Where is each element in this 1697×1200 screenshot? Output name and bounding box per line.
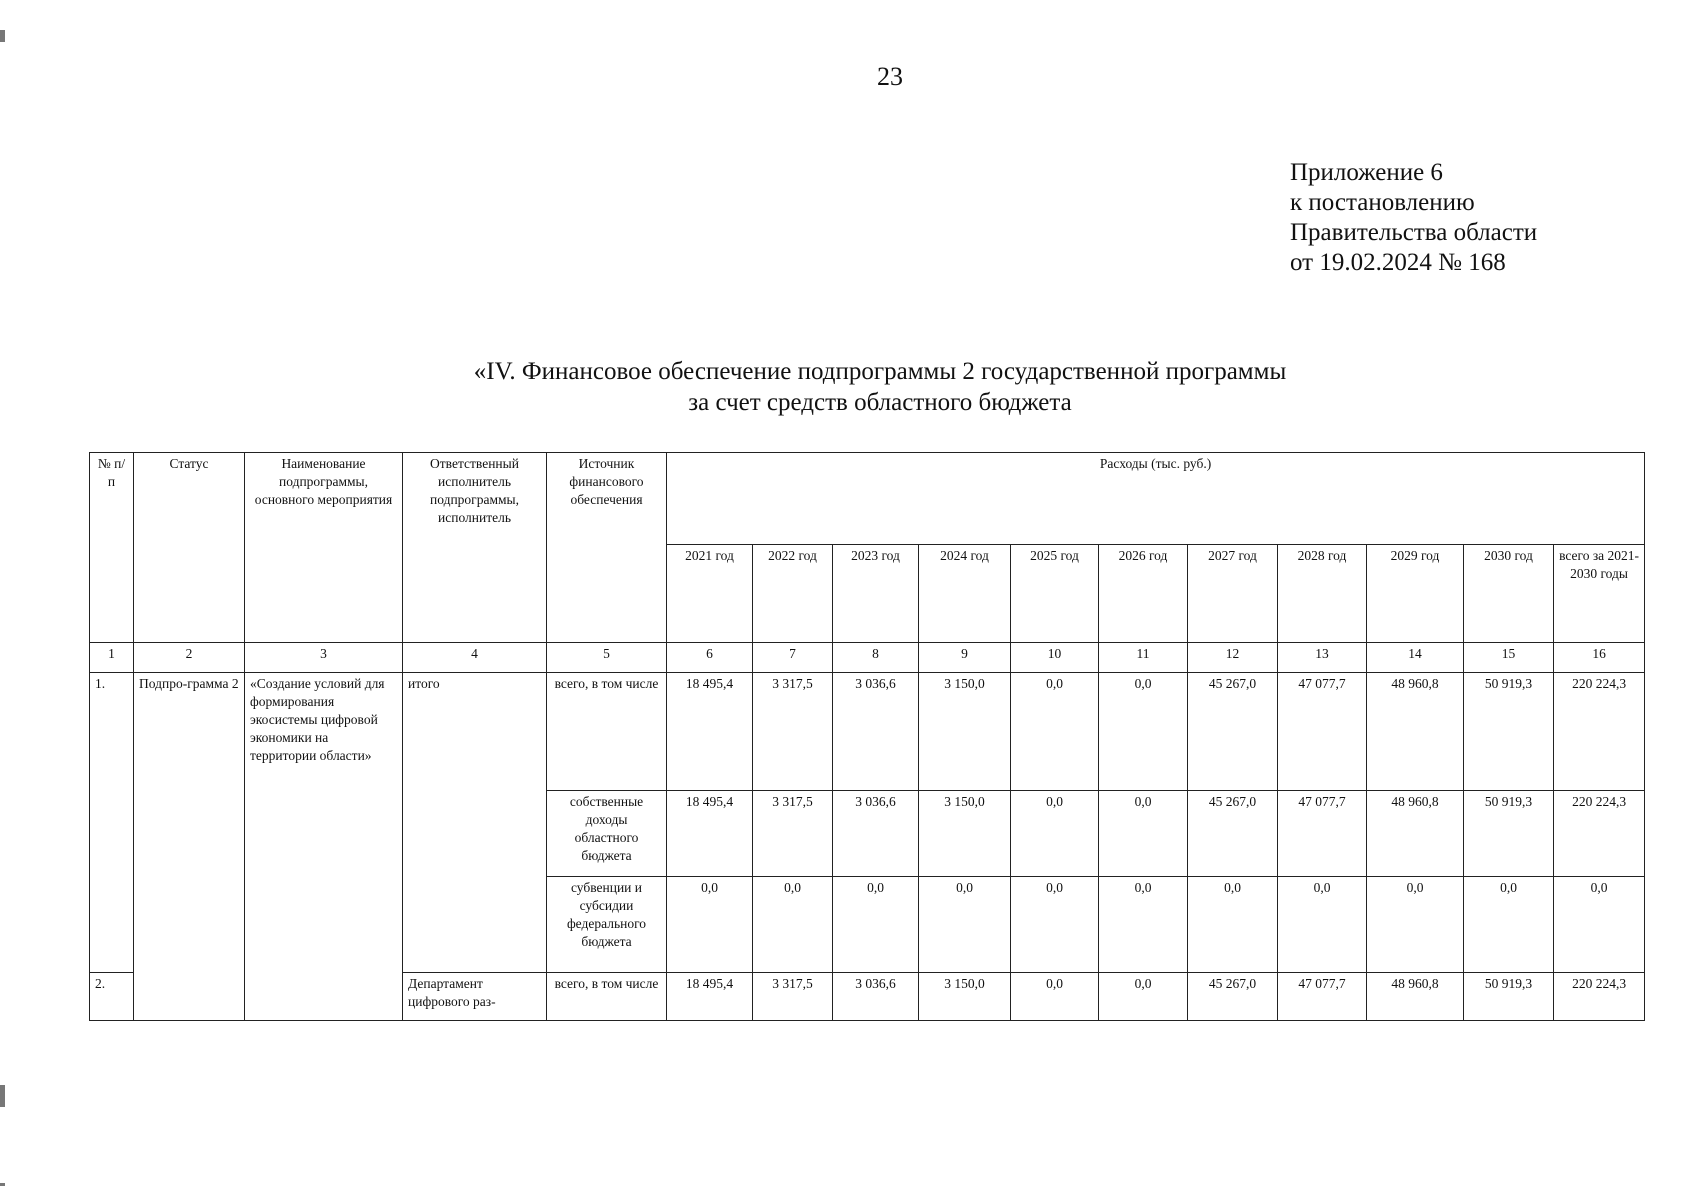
value-cell: 220 224,3 <box>1554 973 1645 1021</box>
value-cell: 45 267,0 <box>1188 673 1278 791</box>
page-number: 23 <box>877 62 903 91</box>
header-row <box>90 453 1645 545</box>
scan-edge-mark <box>0 1183 5 1186</box>
header-year: 2026 год <box>1099 545 1188 643</box>
row-source: всего, в том числе <box>547 673 667 791</box>
column-number: 12 <box>1188 643 1278 673</box>
column-number: 2 <box>134 643 245 673</box>
value-cell: 50 919,3 <box>1464 973 1554 1021</box>
title-line: «IV. Финансовое обеспечение подпрограммы 2 государственной программы <box>473 358 1287 385</box>
row-num: 2. <box>90 973 134 1021</box>
appendix-line: от 19.02.2024 № 168 <box>1290 249 1506 276</box>
table-row <box>90 673 1645 791</box>
header-status: Статус <box>134 453 245 643</box>
value-cell: 3 317,5 <box>753 673 833 791</box>
value-cell: 47 077,7 <box>1278 791 1367 877</box>
appendix-line: Правительства области <box>1290 219 1538 246</box>
column-number: 16 <box>1554 643 1645 673</box>
header-expenses: Расходы (тыс. руб.) <box>667 453 1645 545</box>
value-cell: 0,0 <box>1367 877 1464 973</box>
value-cell: 18 495,4 <box>667 973 753 1021</box>
header-year: 2027 год <box>1188 545 1278 643</box>
value-cell: 0,0 <box>1011 791 1099 877</box>
column-number: 10 <box>1011 643 1099 673</box>
value-cell: 3 317,5 <box>753 791 833 877</box>
value-cell: 18 495,4 <box>667 791 753 877</box>
column-number: 15 <box>1464 643 1554 673</box>
value-cell: 0,0 <box>667 877 753 973</box>
value-cell: 0,0 <box>1188 877 1278 973</box>
value-cell: 3 036,6 <box>833 673 919 791</box>
value-cell: 48 960,8 <box>1367 791 1464 877</box>
row-source: всего, в том числе <box>547 973 667 1021</box>
value-cell: 0,0 <box>1278 877 1367 973</box>
appendix-line: Приложение 6 <box>1290 159 1443 186</box>
row-executor: итого <box>403 673 547 973</box>
header-source: Источник финансового обеспечения <box>547 453 667 643</box>
value-cell: 45 267,0 <box>1188 973 1278 1021</box>
column-number: 14 <box>1367 643 1464 673</box>
row-num: 1. <box>90 673 134 973</box>
value-cell: 220 224,3 <box>1554 791 1645 877</box>
value-cell: 3 150,0 <box>919 973 1011 1021</box>
value-cell: 3 150,0 <box>919 791 1011 877</box>
value-cell: 0,0 <box>1099 791 1188 877</box>
column-number: 5 <box>547 643 667 673</box>
value-cell: 45 267,0 <box>1188 791 1278 877</box>
document-title <box>330 356 1430 418</box>
column-number: 8 <box>833 643 919 673</box>
column-number: 6 <box>667 643 753 673</box>
value-cell: 50 919,3 <box>1464 673 1554 791</box>
value-cell: 47 077,7 <box>1278 673 1367 791</box>
value-cell: 0,0 <box>1011 973 1099 1021</box>
header-year: 2029 год <box>1367 545 1464 643</box>
header-year: 2024 год <box>919 545 1011 643</box>
header-num: № п/ п <box>90 453 134 643</box>
column-number: 9 <box>919 643 1011 673</box>
value-cell: 0,0 <box>1099 973 1188 1021</box>
value-cell: 0,0 <box>919 877 1011 973</box>
value-cell: 0,0 <box>1099 877 1188 973</box>
column-number-row <box>90 643 1645 673</box>
value-cell: 0,0 <box>1099 673 1188 791</box>
value-cell: 3 036,6 <box>833 973 919 1021</box>
row-name: «Создание условий для формирования экосистемы цифровой экономики на территории области» <box>245 673 403 1021</box>
value-cell: 48 960,8 <box>1367 673 1464 791</box>
column-number: 3 <box>245 643 403 673</box>
row-source: собственные доходы областного бюджета <box>547 791 667 877</box>
value-cell: 0,0 <box>753 877 833 973</box>
column-number: 11 <box>1099 643 1188 673</box>
value-cell: 0,0 <box>1554 877 1645 973</box>
column-number: 7 <box>753 643 833 673</box>
header-year: 2022 год <box>753 545 833 643</box>
row-executor: Департамент цифрового раз- <box>403 973 547 1021</box>
value-cell: 50 919,3 <box>1464 791 1554 877</box>
header-year: 2028 год <box>1278 545 1367 643</box>
header-year: 2021 год <box>667 545 753 643</box>
header-name: Наименование подпрограммы, основного мероприятия <box>245 453 403 643</box>
value-cell: 0,0 <box>1011 673 1099 791</box>
value-cell: 0,0 <box>1464 877 1554 973</box>
row-status: Подпро-грамма 2 <box>134 673 245 1021</box>
value-cell: 18 495,4 <box>667 673 753 791</box>
value-cell: 48 960,8 <box>1367 973 1464 1021</box>
scan-edge-mark <box>0 1085 5 1107</box>
header-year: 2023 год <box>833 545 919 643</box>
header-year: 2030 год <box>1464 545 1554 643</box>
row-source: субвенции и субсидии федерального бюджета <box>547 877 667 973</box>
header-year-total: всего за 2021-2030 годы <box>1554 545 1645 643</box>
value-cell: 0,0 <box>833 877 919 973</box>
header-executor: Ответственный исполнитель подпрограммы, исполнитель <box>403 453 547 643</box>
appendix-block <box>1290 158 1537 278</box>
column-number: 4 <box>403 643 547 673</box>
value-cell: 0,0 <box>1011 877 1099 973</box>
header-year: 2025 год <box>1011 545 1099 643</box>
value-cell: 220 224,3 <box>1554 673 1645 791</box>
column-number: 13 <box>1278 643 1367 673</box>
value-cell: 3 317,5 <box>753 973 833 1021</box>
column-number: 1 <box>90 643 134 673</box>
value-cell: 47 077,7 <box>1278 973 1367 1021</box>
value-cell: 3 150,0 <box>919 673 1011 791</box>
value-cell: 3 036,6 <box>833 791 919 877</box>
title-line: за счет средств областного бюджета <box>688 389 1072 416</box>
scan-edge-mark <box>0 30 5 42</box>
financing-table <box>89 452 1645 1021</box>
appendix-line: к постановлению <box>1290 189 1475 216</box>
